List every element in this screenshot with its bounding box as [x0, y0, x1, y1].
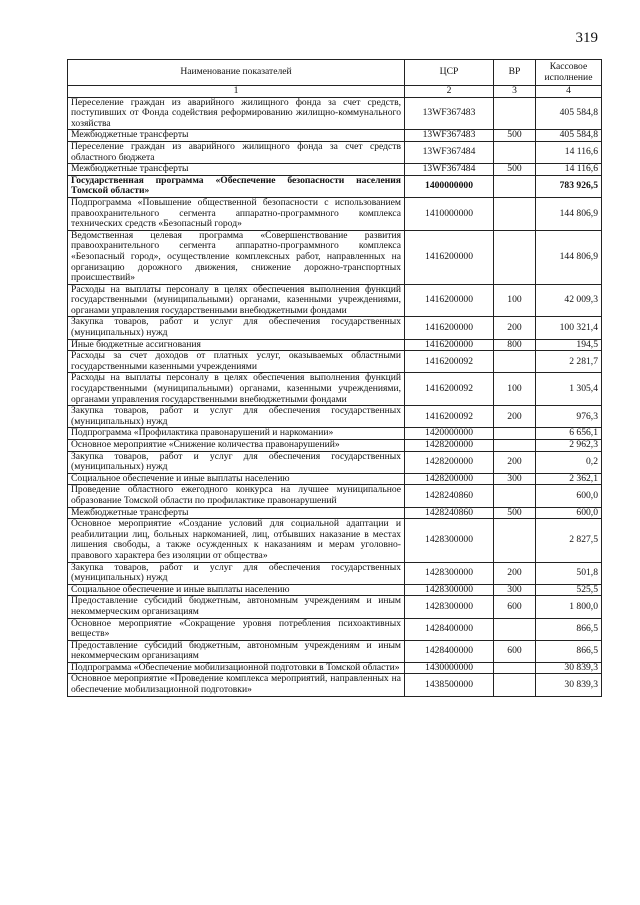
- row-name: Подпрограмма «Профилактика правонарушений и наркомании»: [68, 428, 405, 440]
- page-number: 319: [575, 30, 598, 46]
- table-row: [68, 485, 602, 507]
- row-amount: 783 926,5: [536, 175, 602, 197]
- table-row: [68, 451, 602, 473]
- row-name: Закупка товаров, работ и услуг для обеспечения государственных (муниципальных) нужд: [68, 317, 405, 339]
- table-row: [68, 473, 602, 485]
- row-name: Социальное обеспечение и иные выплаты населению: [68, 473, 405, 485]
- budget-execution-table: [67, 59, 602, 697]
- row-amount: 405 584,8: [536, 130, 602, 142]
- row-name: Государственная программа «Обеспечение безопасности населения Томской области»: [68, 175, 405, 197]
- row-csr-code: 1428240860: [405, 507, 494, 519]
- row-name: Социальное обеспечение и иные выплаты населению: [68, 584, 405, 596]
- row-vr-code: 600: [494, 640, 536, 662]
- row-amount: 600,0: [536, 485, 602, 507]
- row-csr-code: 1428200000: [405, 451, 494, 473]
- row-name: Закупка товаров, работ и услуг для обеспечения государственных (муниципальных) нужд: [68, 406, 405, 428]
- row-csr-code: 1416200092: [405, 373, 494, 406]
- row-csr-code: 1428240860: [405, 485, 494, 507]
- table-row: [68, 640, 602, 662]
- row-csr-code: 1428400000: [405, 640, 494, 662]
- row-csr-code: 13WF367483: [405, 130, 494, 142]
- row-csr-code: 1428400000: [405, 618, 494, 640]
- row-csr-code: 1416200000: [405, 284, 494, 317]
- row-name: Переселение граждан из аварийного жилищного фонда за счет средств областного бюджета: [68, 141, 405, 163]
- table-row: [68, 141, 602, 163]
- row-name: Расходы на выплаты персоналу в целях обеспечения выполнения функций государственными (муниципальными) органами, казенными учреждениями, органами управления государственными внебюджетными фондами: [68, 373, 405, 406]
- row-vr-code: 200: [494, 406, 536, 428]
- row-csr-code: 1428200000: [405, 440, 494, 452]
- table-row: [68, 428, 602, 440]
- row-name: Ведомственная целевая программа «Совершенствование развития правоохранительного сегмента аппаратно-программного комплекса «Безопасный город», осуществление комплексных работ, направленных на организацию дорожного движения, снижение дорожно-транспортных происшествий»: [68, 230, 405, 284]
- table-row: [68, 197, 602, 230]
- row-amount: 1 305,4: [536, 373, 602, 406]
- row-vr-code: 500: [494, 130, 536, 142]
- col-header-amount: Кассовое исполнение: [536, 60, 602, 86]
- row-amount: 144 806,9: [536, 230, 602, 284]
- row-csr-code: 13WF367483: [405, 97, 494, 130]
- col-header-vr: ВР: [494, 60, 536, 86]
- column-number-row: [68, 86, 602, 98]
- row-csr-code: 1428200000: [405, 473, 494, 485]
- row-name: Межбюджетные трансферты: [68, 507, 405, 519]
- row-amount: 6 656,1: [536, 428, 602, 440]
- row-amount: 2 281,7: [536, 351, 602, 373]
- row-name: Расходы на выплаты персоналу в целях обеспечения выполнения функций государственными (муниципальными) органами, казенными учреждениями, органами управления государственными внебюджетными фондами: [68, 284, 405, 317]
- table-row: [68, 164, 602, 176]
- table-row: [68, 618, 602, 640]
- row-vr-code: [494, 97, 536, 130]
- row-name: Подпрограмма «Обеспечение мобилизационной подготовки в Томской области»: [68, 662, 405, 674]
- col-number: 3: [494, 86, 536, 98]
- row-name: Основное мероприятие «Проведение комплекса мероприятий, направленных на обеспечение мобилизационной подготовки»: [68, 674, 405, 696]
- row-vr-code: 100: [494, 284, 536, 317]
- table-row: [68, 584, 602, 596]
- row-amount: 14 116,6: [536, 164, 602, 176]
- row-amount: 100 321,4: [536, 317, 602, 339]
- row-name: Межбюджетные трансферты: [68, 164, 405, 176]
- table-row: [68, 284, 602, 317]
- row-name: Подпрограмма «Повышение общественной безопасности с использованием правоохранительного сегмента аппаратно-программного комплекса технических средств «Безопасный город»: [68, 197, 405, 230]
- row-vr-code: [494, 428, 536, 440]
- row-name: Проведение областного ежегодного конкурса на лучшее муниципальное образование Томской области по профилактике правонарушений: [68, 485, 405, 507]
- row-vr-code: [494, 351, 536, 373]
- row-name: Основное мероприятие «Сокращение уровня потребления психоактивных веществ»: [68, 618, 405, 640]
- row-csr-code: 1400000000: [405, 175, 494, 197]
- row-amount: 14 116,6: [536, 141, 602, 163]
- row-csr-code: 1428300000: [405, 519, 494, 562]
- table-row: [68, 507, 602, 519]
- row-vr-code: 300: [494, 473, 536, 485]
- row-amount: 194,5: [536, 339, 602, 351]
- row-csr-code: 1428300000: [405, 596, 494, 618]
- row-vr-code: 800: [494, 339, 536, 351]
- row-vr-code: [494, 175, 536, 197]
- row-vr-code: 200: [494, 562, 536, 584]
- row-vr-code: [494, 141, 536, 163]
- row-vr-code: [494, 662, 536, 674]
- row-name: Основное мероприятие «Снижение количества правонарушений»: [68, 440, 405, 452]
- row-amount: 2 362,1: [536, 473, 602, 485]
- row-amount: 525,5: [536, 584, 602, 596]
- row-csr-code: 1430000000: [405, 662, 494, 674]
- row-vr-code: 200: [494, 317, 536, 339]
- row-name: Закупка товаров, работ и услуг для обеспечения государственных (муниципальных) нужд: [68, 562, 405, 584]
- table-row: [68, 373, 602, 406]
- row-amount: 144 806,9: [536, 197, 602, 230]
- table-row: [68, 230, 602, 284]
- table-row: [68, 596, 602, 618]
- row-vr-code: [494, 197, 536, 230]
- row-vr-code: [494, 519, 536, 562]
- table-row: [68, 406, 602, 428]
- row-name: Предоставление субсидий бюджетным, автономным учреждениям и иным некоммерческим организациям: [68, 640, 405, 662]
- row-csr-code: 1428300000: [405, 584, 494, 596]
- row-csr-code: 1416200000: [405, 317, 494, 339]
- table-row: [68, 97, 602, 130]
- col-number: 1: [68, 86, 405, 98]
- row-name: Расходы за счет доходов от платных услуг, оказываемых областными государственными казенными учреждениями: [68, 351, 405, 373]
- row-vr-code: 500: [494, 507, 536, 519]
- row-name: Предоставление субсидий бюджетным, автономным учреждениям и иным некоммерческим организациям: [68, 596, 405, 618]
- row-name: Переселение граждан из аварийного жилищного фонда за счет средств, поступивших от Фонда содействия реформированию жилищно-коммунального хозяйства: [68, 97, 405, 130]
- table-row: [68, 317, 602, 339]
- row-csr-code: 13WF367484: [405, 141, 494, 163]
- row-amount: 501,8: [536, 562, 602, 584]
- col-header-csr: ЦСР: [405, 60, 494, 86]
- row-amount: 42 009,3: [536, 284, 602, 317]
- table-row: [68, 662, 602, 674]
- row-csr-code: 13WF367484: [405, 164, 494, 176]
- row-vr-code: [494, 485, 536, 507]
- row-vr-code: 600: [494, 596, 536, 618]
- row-amount: 1 800,0: [536, 596, 602, 618]
- table-row: [68, 562, 602, 584]
- table-row: [68, 130, 602, 142]
- row-csr-code: 1416200000: [405, 339, 494, 351]
- row-amount: 30 839,3: [536, 662, 602, 674]
- row-csr-code: 1416200092: [405, 406, 494, 428]
- row-csr-code: 1410000000: [405, 197, 494, 230]
- row-amount: 2 827,5: [536, 519, 602, 562]
- row-csr-code: 1416200000: [405, 230, 494, 284]
- row-csr-code: 1428300000: [405, 562, 494, 584]
- row-vr-code: 300: [494, 584, 536, 596]
- row-csr-code: 1438500000: [405, 674, 494, 696]
- row-amount: 600,0: [536, 507, 602, 519]
- table-row: [68, 440, 602, 452]
- row-name: Межбюджетные трансферты: [68, 130, 405, 142]
- row-amount: 30 839,3: [536, 674, 602, 696]
- table-header-row: [68, 60, 602, 86]
- table-row: [68, 674, 602, 696]
- row-name: Основное мероприятие «Создание условий для социальной адаптации и реабилитации лиц, больных наркоманией, лиц, отбывших наказание в местах лишения свободы, а также осужденных к наказаниям и мерам уголовно-правового характера без изоляции от общества»: [68, 519, 405, 562]
- row-vr-code: [494, 230, 536, 284]
- row-vr-code: [494, 674, 536, 696]
- row-vr-code: 500: [494, 164, 536, 176]
- table-row: [68, 175, 602, 197]
- col-number: 4: [536, 86, 602, 98]
- row-vr-code: [494, 618, 536, 640]
- row-csr-code: 1416200092: [405, 351, 494, 373]
- row-amount: 0,2: [536, 451, 602, 473]
- row-vr-code: 200: [494, 451, 536, 473]
- row-name: Закупка товаров, работ и услуг для обеспечения государственных (муниципальных) нужд: [68, 451, 405, 473]
- row-amount: 405 584,8: [536, 97, 602, 130]
- row-csr-code: 1420000000: [405, 428, 494, 440]
- row-name: Иные бюджетные ассигнования: [68, 339, 405, 351]
- row-amount: 866,5: [536, 618, 602, 640]
- row-vr-code: [494, 440, 536, 452]
- row-amount: 976,3: [536, 406, 602, 428]
- col-header-name: Наименование показателей: [68, 60, 405, 86]
- row-amount: 2 962,3: [536, 440, 602, 452]
- table-row: [68, 339, 602, 351]
- row-amount: 866,5: [536, 640, 602, 662]
- col-number: 2: [405, 86, 494, 98]
- row-vr-code: 100: [494, 373, 536, 406]
- table-row: [68, 519, 602, 562]
- table-row: [68, 351, 602, 373]
